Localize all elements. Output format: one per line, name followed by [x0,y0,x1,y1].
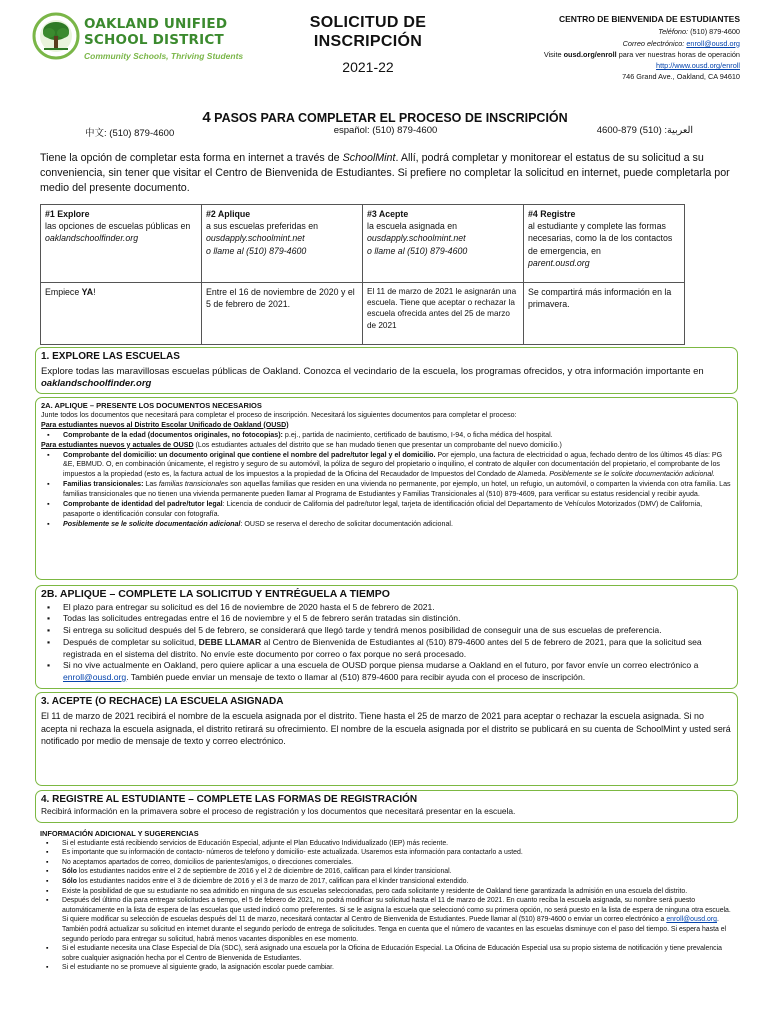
step3-phone: o llame al (510) 879-4600 [367,245,468,256]
list-item [40,896,735,944]
step-register-cell [524,205,685,283]
modify-text: . También podrá actualizar su solicitud en internet durante el segundo período de entrega de solicitudes. Tenga en cuenta que el número de vacantes en las escuelas disminuye con el paso del tiempo. Si espera hasta el segundo período para entregar su solicitud, habrá menos vacantes disponibles en ese momento. [62,916,727,943]
modify-email-link[interactable]: enroll@ousd.org [666,916,717,924]
intro-text-2: . Allí, podrá completar y monitorear el estatus de su solicitud a su conveniencia, sin tener que visitar el Centro de Bienvenida de Estudiantes. Si prefiere no completar la solicitud en internet, puede completarla por medio del presente documento. [40,152,730,195]
list-item: ▪ No aceptamos apartados de correo, domicilios de parientes/amigos, o direcciones comerciales. [40,858,735,868]
phone-value: (510) 879-4600 [690,27,740,37]
apply-outside-pre: Si no vive actualmente en Oakland, pero quiere aplicar a una escuela de OUSD porque piensa mudarse a Oakland en el futuro, por favor envíe un correo electrónico a [63,660,699,671]
section-accept-title: 3. ACEPTE (O RECHACE) LA ESCUELA ASIGNADA [41,696,284,707]
section-documents [35,397,738,580]
intro-paragraph [40,151,730,197]
section-explore-title: 1. EXPLORE LAS ESCUELAS [41,351,180,362]
list-item [40,877,735,887]
new-students-label: Para estudiantes nuevos al Distrito Escolar Unificado de Oakland (OUSD) [41,420,289,429]
list-item [41,660,732,683]
district-name-line1: OAKLAND UNIFIED [84,16,228,32]
tk-bold: Sólo [62,868,77,876]
section-register-title: 4. REGISTRE AL ESTUDIANTE – COMPLETE LAS FORMAS DE REGISTRACIÓN [41,794,418,805]
section-register [35,790,738,823]
steps-table-row [41,283,685,345]
phone-spanish: español: (510) 879-4600 [333,125,438,136]
email-link[interactable]: enroll@ousd.org [686,38,740,48]
apply-call-bold: DEBE LLAMAR [198,636,262,647]
current-students-label: Para estudiantes nuevos y actuales de OUSD [41,440,194,449]
step4-link: parent.ousd.org [528,257,590,268]
list-item: ▪ Si entrega su solicitud después del 5 de febrero, se considerará que llegó tarde y tendrá menos posibilidad de conseguir una de sus escuelas de preferencia. [41,625,732,637]
tree-logo-icon [32,8,82,66]
section-documents-title: 2A. APLIQUE – PRESENTE LOS DOCUMENTOS NECESARIOS [41,401,262,410]
step-accept-cell [363,205,524,283]
apply-outside-text: . También puede enviar un mensaje de texto o llamar al (510) 879-4600 para recibir ayuda con el proceso de inscripción. [126,671,586,682]
doc-address-bold: Comprobante del domicilio: un documento original que contiene el nombre del padre/tutor legal y el domicilio. [63,450,436,459]
step1-text: las opciones de escuelas públicas en [45,221,191,232]
section-explore-text [41,366,732,391]
list-item [41,637,732,660]
enroll-url-link[interactable]: http://www.ousd.org/enroll [656,61,740,71]
new-students-list [41,431,732,441]
contact-visit-line [500,49,740,60]
current-students-text: (Los estudiantes actuales del distrito que se han mudado tienen que presentar un comprobante del nuevo domicilio.) [193,440,562,449]
step2-timing: Entre el 16 de noviembre de 2020 y el 5 de febrero de 2021. [202,283,363,345]
step1-link: oaklandschoolfinder.org [45,233,139,244]
step4-head: #4 Registre [528,209,576,219]
phone-chinese: 中文: (510) 879-4600 [85,128,175,139]
apply-call-text: al Centro de Bienvenida de Estudiantes al (510) 879-4600 antes del 5 de febrero de 2021, para que la solicitud sea registrada en el sistema del distrito. No envíe este documento por correo o fax porque no será procesado. [63,636,702,659]
step3-timing: El 11 de marzo de 2021 le asignarán una escuela. Tiene que aceptar o rechazar la escuela ofrecida antes del 25 de marzo de 2021 [363,283,524,345]
doc-address-text: Por ejemplo, una factura de electricidad o agua, fechado dentro de los últimos 45 días: PG &E, EBMUD. O, en combinación únicamente, el registro y seguro de su automóvil, la póliza de seguro del propietario o inquilino, el contrato de alquiler con documentación del propietario, el comprobante de los impuestos a la propiedad (esto es, la factura actual de los impuestos a la propiedad de la Oficina del Recaudador de Impuestos del Condado de Alameda. [63,450,723,479]
list-item [41,500,732,520]
step2-text: a sus escuelas preferidas en [206,221,318,232]
doc-transitional-bold: Familias transicionales: [63,480,144,489]
intro-schoolmint: SchoolMint [342,152,396,164]
intro-text-1: Tiene la opción de completar esta forma en internet a través de [40,152,343,164]
list-item [41,480,732,500]
section-explore [35,347,738,394]
title-line1: SOLICITUD DE [309,14,427,31]
apply-email-link[interactable]: enroll@ousd.org [63,671,127,682]
doc-transitional-italic: familias transicionales [158,480,229,489]
list-item [41,520,732,530]
district-name-line2: SCHOOL DISTRICT [84,32,224,48]
list-item: ▪ Todas las solicitudes entregadas entre el 16 de noviembre y el 5 de febrero serán tratadas sin distinción. [41,613,732,625]
welcome-center-contact [500,14,740,83]
section-accept-text: El 11 de marzo de 2021 recibirá el nombre de la escuela asignada por el distrito. Tiene hasta el 25 de marzo de 2021 para aceptar o rechazar la escuela asignada. Si no acepta ni rechaza la escuela asignada, el distrito retirará su ofrecimiento. El nombre de la escuela asignada por el distrito se publicará en su cuenta de SchoolMint y usted será notificado por medio de mensaje de texto y correo electrónico. [41,711,731,746]
list-item [41,451,732,481]
list-item: ▪ El plazo para entregar su solicitud es del 16 de noviembre de 2020 hasta el 5 de febrero de 2021. [41,602,732,614]
current-students-list [41,451,732,530]
explore-text: Explore todas las maravillosas escuelas públicas de Oakland. Conozca el vecindario de la escuela, los programas ofrecidos, y otra información importante en [41,365,704,377]
doc-transitional-text: son aquellas familias que residen en una vivienda no permanente, por ejemplo, un hotel, un refugio, un automóvil, o comparten la vivienda con otra familia. Las familias transicionales que no tienen una vivienda permanente pueden llamar al Programa de Estudiantes y Familias Transicionales al (510) 879-4609, para verificar su estatus residencial y recibir ayuda. [63,480,731,499]
step3-text: la escuela asignada en [367,221,457,232]
etk-bold: Sólo [62,877,77,885]
phone-arabic: العربية: (510) 879-4600 [596,125,693,136]
apply-call-pre: Después de completar su solicitud, [63,636,199,647]
step-explore-cell [41,205,202,283]
documents-intro: Junte todos los documentos que necesitará para completar el proceso de inscripción. Necesitará los siguientes documentos para completar el proceso: [41,410,517,419]
step1-timing [41,283,202,345]
email-label: Correo electrónico: [622,38,685,48]
contact-phone-line [500,26,740,37]
steps-number: 4 [202,109,211,126]
contact-heading: CENTRO DE BIENVENIDA DE ESTUDIANTES [558,14,740,24]
additional-info-title: INFORMACIÓN ADICIONAL Y SUGERENCIAS [40,829,199,838]
steps-table-row [41,205,685,283]
step1-timing-pre: Empiece [45,287,82,297]
contact-url-line [500,60,740,71]
form-title [296,13,440,75]
doc-transitional-pre: Las [143,480,159,489]
title-line2: INSCRIPCIÓN [313,33,423,50]
step2-head: #2 Aplique [206,209,251,219]
explore-link: oaklandschoolfinder.org [41,378,152,389]
steps-heading-text: PASOS PARA COMPLETAR EL PROCESO DE INSCRIPCIÓN [214,111,568,125]
current-students-line [41,441,732,451]
doc-identity-bold: Comprobante de identidad del padre/tutor legal [63,500,223,509]
apply-list [41,602,732,684]
list-item [41,431,732,441]
section-register-text: Recibirá información en la primavera sobre el proceso de registración y los documentos que necesitará presentar en la escuela. [41,806,516,816]
contact-address: 746 Grand Ave., Oakland, CA 94610 [622,72,740,82]
step1-timing-bold: YA [81,287,94,297]
section-apply [35,585,738,689]
step1-head: #1 Explore [45,209,90,219]
doc-address-italic: Posiblemente se le solicite documentación adicional. [549,470,715,479]
district-tagline: Community Schools, Thriving Students [84,51,244,61]
step3-link: ousdapply.schoolmint.net [367,233,466,244]
phone-label: Teléfono: [658,27,689,37]
doc-identity-text: : Licencia de conducir de California del padre/tutor legal, tarjeta de identificación oficial del Departamento de Vehículos Motorizados (DMV) de California, pasaporte o identificación consular con fotografía. [63,500,703,518]
tk-text: los estudiantes nacidos entre el 2 de septiembre de 2016 y el 2 de diciembre de 2016, califican para el kínder transicional. [76,868,452,876]
list-item: ▪ Si el estudiante necesita una Clase Especial de Día (SDC), será asignado una escuela por la Oficina de Educación Especial. La Oficina de Educación Especial usa su propio sistema de notificación y tiene prevalencia sobre cualquier asignación hecha por el Centro de Bienvenida de Estudiantes. [40,944,735,963]
list-item: ▪ Es importante que su información de contacto- números de telefono y domicilio- este actualizada. Usaremos esta información para contactarlo a usted. [40,848,735,858]
list-item [40,867,735,877]
doc-additional-text: : OUSD se reserva el derecho de solicitar documentación adicional. [240,519,453,528]
doc-additional-bold: Posiblemente se le solicite documentación adicional [63,519,241,528]
list-item: ▪ Existe la posibilidad de que su estudiante no sea admitido en ninguna de sus escuelas seleccionadas, pero cada solicitante y residente de Oakland tiene garantizada la admisión en una escuela del distrito. [40,887,735,897]
additional-info-list [40,839,735,973]
doc-age-bold: Comprobante de la edad (documentos originales, no fotocopias): [63,430,283,439]
step3-head: #3 Acepte [367,209,409,219]
section-accept [35,692,738,786]
visit-site: ousd.org/enroll [563,49,617,59]
visit-pre: Visite [543,49,562,59]
contact-email-line [500,38,740,49]
doc-age-text: p.ej., partida de nacimiento, certificado de bautismo, I-94, o ficha médica del hospital. [282,430,553,439]
steps-table [40,204,685,345]
step4-text: al estudiante y complete las formas necesarias, como la de los contactos de emergencia, en [528,221,673,256]
steps-heading [0,109,770,126]
district-logo [32,8,282,66]
etk-text: los estudiantes nacidos entre el 3 de diciembre de 2016 y el 3 de marzo de 2017, califican para el kínder transicional extendido. [76,877,469,885]
section-apply-title: 2B. APLIQUE – COMPLETE LA SOLICITUD Y ENTRÉGUELA A TIEMPO [41,588,390,600]
step-apply-cell [202,205,363,283]
language-phone-lines [85,125,693,139]
step1-timing-post: ! [93,287,96,297]
step4-timing: Se compartirá más información en la primavera. [524,283,685,345]
list-item: ▪ Si el estudiante no se promueve al siguiente grado, la asignación escolar puede cambiar. [40,963,735,973]
list-item: ▪ Si el estudiante está recibiendo servicios de Educación Especial, adjunte el Plan Educativo Individualizado (IEP) más reciente. [40,839,735,849]
modify-pre: Después del último día para entregar solicitudes a tiempo, el 5 de febrero de 2021, no podrá modificar su solicitud hasta el 11 de marzo de 2021. En cuanto reciba la escuela asignada, su nombre será puesto automáticamente en la lista de espera de las escuelas que usted indicó como preferentes. Si se le asigna la escuela que seleccionó como su primera opción, no será puesto en la lista de espera de ninguna otra escuela. Si quiere modificar su selección de escuelas después del 11 de marzo, necesitará contactar al Centro de Bienvenida de Estudiantes. Puede llamar al (510) 879-4600 o enviar un correo electrónico a [62,897,731,924]
visit-post: para ver nuestras horas de operación [618,49,740,59]
additional-info [40,829,735,973]
school-year: 2021-22 [342,59,394,75]
step2-phone: o llame al (510) 879-4600 [206,245,307,256]
step2-link: ousdapply.schoolmint.net [206,233,305,244]
